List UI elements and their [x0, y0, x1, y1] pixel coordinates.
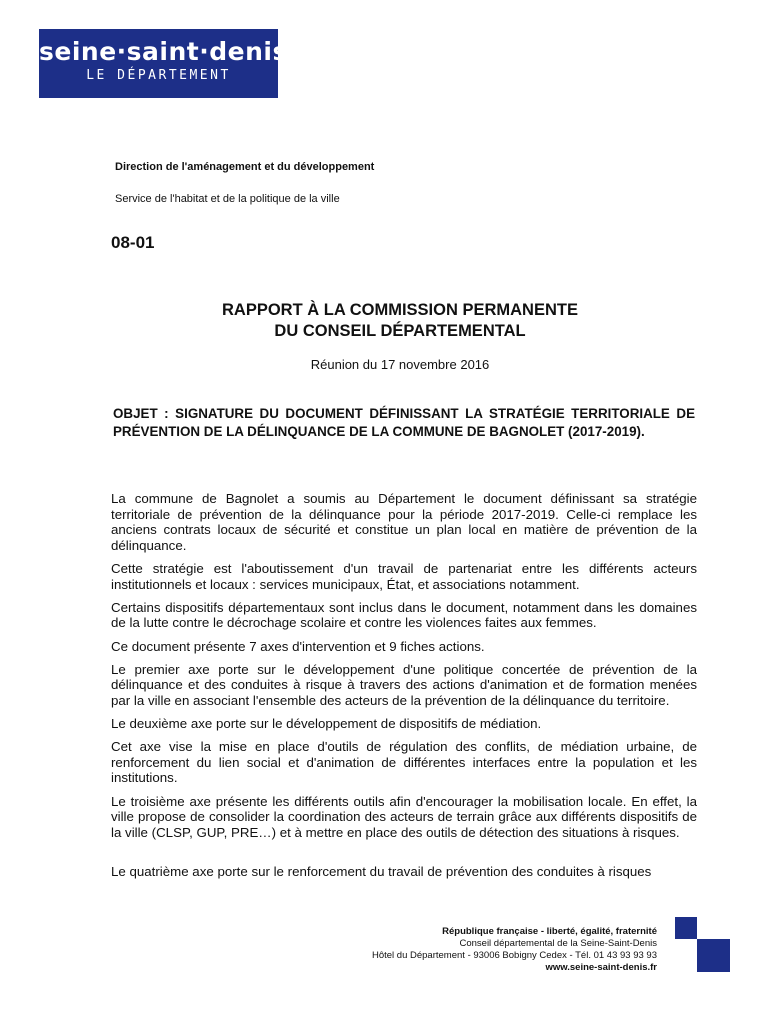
logo-wordmark: seine·saint·denis: [39, 37, 288, 66]
decorative-square-large: [697, 939, 730, 972]
page-footer: [372, 926, 657, 974]
paragraph: Le premier axe porte sur le développement d'une politique concertée de prévention de la délinquance et des conduites à risque à travers des actions d'animation et de formation menées par la ville en associant l'ensemble des acteurs de la prévention de la délinquance du territoire.: [111, 661, 697, 708]
service-label: Service de l'habitat et de la politique de la ville: [115, 193, 340, 205]
meeting-date: Réunion du 17 novembre 2016: [310, 357, 490, 372]
report-body: [111, 491, 697, 888]
paragraph: Certains dispositifs départementaux sont inclus dans le document, notamment dans les domaines de la lutte contre le décrochage scolaire et contre les violences faites aux femmes.: [111, 599, 697, 631]
direction-label: Direction de l'aménagement et du développement: [115, 161, 375, 173]
footer-website: www.seine-saint-denis.fr: [545, 962, 657, 973]
report-object: OBJET : SIGNATURE DU DOCUMENT DÉFINISSANT LA STRATÉGIE TERRITORIALE DE PRÉVENTION DE LA DÉLINQUANCE DE LA COMMUNE DE BAGNOLET (2017-2019).: [113, 406, 695, 439]
paragraph: La commune de Bagnolet a soumis au Département le document définissant sa stratégie territoriale de prévention de la délinquance pour la période 2017-2019. Celle-ci remplace les anciens contrats locaux de sécurité et constitue un plan local en matière de prévention de la délinquance.: [111, 491, 697, 553]
report-title-line1: RAPPORT À LA COMMISSION PERMANENTE: [222, 301, 578, 319]
paragraph: Le quatrième axe porte sur le renforcement du travail de prévention des conduites à risques: [111, 864, 652, 880]
paragraph: Le deuxième axe porte sur le développement de dispositifs de médiation.: [111, 716, 542, 732]
report-reference: 08-01: [111, 233, 155, 252]
footer-council: Conseil départemental de la Seine-Saint-Denis: [459, 938, 657, 949]
report-title-line2: DU CONSEIL DÉPARTEMENTAL: [274, 322, 526, 340]
paragraph: Ce document présente 7 axes d'intervention et 9 fiches actions.: [111, 638, 485, 654]
paragraph: Le troisième axe présente les différents outils afin d'encourager la mobilisation locale. En effet, la ville propose de consolider la coordination des acteurs de terrain grâce aux différents dispositifs de la ville (CLSP, GUP, PRE…) et à mettre en place des outils de détection des situations à risques.: [111, 793, 697, 840]
footer-motto: République française - liberté, égalité, fraternité: [442, 926, 657, 937]
paragraph: Cet axe vise la mise en place d'outils de régulation des conflits, de médiation urbaine, de renforcement du lien social et d'animation de différentes interfaces entre la population et les institutions.: [111, 739, 697, 786]
paragraph: Cette stratégie est l'aboutissement d'un travail de partenariat entre les différents acteurs institutionnels et locaux : services municipaux, État, et associations notamment.: [111, 560, 697, 592]
decorative-square-small: [675, 917, 697, 939]
logo-subtitle: LE DÉPARTEMENT: [86, 68, 231, 83]
department-logo: [39, 29, 288, 98]
footer-address: Hôtel du Département - 93006 Bobigny Cedex - Tél. 01 43 93 93 93: [371, 950, 657, 961]
